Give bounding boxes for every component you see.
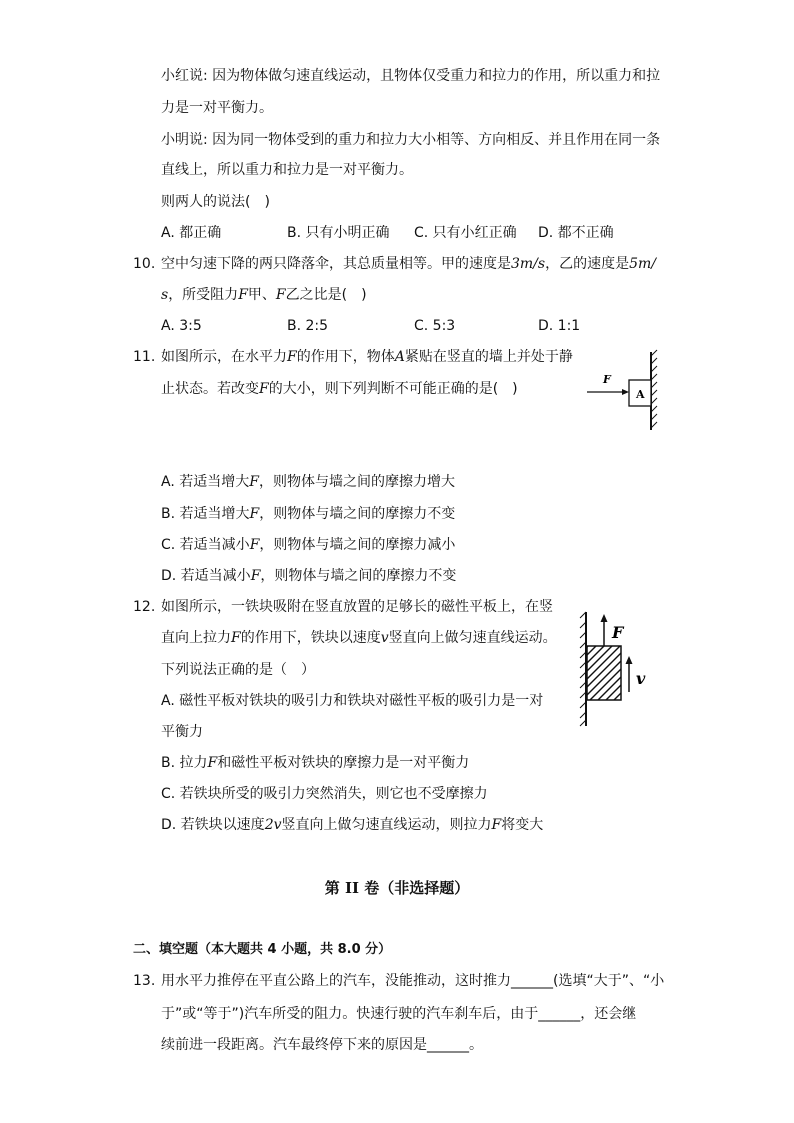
q11-line-1: 如图所示，在水平力F的作用下，物体A紧贴在竖直的墙上并处于静 — [161, 349, 573, 365]
q10-option-c: C. 5:3 — [414, 318, 456, 334]
q11-line-2: 止状态。若改变F的大小，则下列判断不可能正确的是( ) — [161, 381, 518, 397]
q12-option-c: C. 若铁块所受的吸引力突然消失，则它也不受摩擦力 — [161, 786, 488, 802]
q12-option-b: B. 拉力F和磁性平板对铁块的摩擦力是一对平衡力 — [161, 755, 470, 771]
q10-option-d: D. 1:1 — [538, 318, 581, 334]
q12-line-3: 下列说法正确的是（ ） — [161, 662, 315, 678]
q13-line-3: 续前进一段距离。汽车最终停下来的原因是______。 — [161, 1037, 483, 1053]
pull-force-arrow-head — [601, 614, 608, 622]
q10-option-a: A. 3:5 — [161, 318, 202, 334]
q10-line-2: s，所受阻力F甲、F乙之比是( ) — [161, 287, 367, 303]
q13-number: 13. — [133, 973, 156, 989]
q13-line-2: 于”或“等于”)汽车所受的阻力。快速行驶的汽车刹车后，由于______，还会继 — [161, 1006, 637, 1022]
q13-line-1: 用水平力推停在平直公路上的汽车，没能推动，这时推力______(选填“大于”、“小 — [161, 973, 665, 989]
q9-xiaohong-line-1: 小红说: 因为物体做匀速直线运动，且物体仅受重力和拉力的作用，所以重力和拉 — [161, 68, 661, 84]
q9-xiaoming-line-1: 小明说: 因为同一物体受到的重力和拉力大小相等、方向相反、并且作用在同一条 — [161, 132, 661, 148]
q9-xiaoming-line-2: 直线上，所以重力和拉力是一对平衡力。 — [161, 162, 413, 178]
pull-force-label: F — [612, 623, 624, 642]
section-title: 第 II 卷（非选择题） — [324, 879, 470, 897]
q10-number: 10. — [133, 256, 156, 272]
q9-option-a: A. 都正确 — [161, 225, 222, 241]
section-heading: 二、填空题（本大题共 4 小题，共 8.0 分） — [133, 942, 392, 957]
q11-option-b: B. 若适当增大F，则物体与墙之间的摩擦力不变 — [161, 506, 456, 522]
q12-line-1: 如图所示，一铁块吸附在竖直放置的足够长的磁性平板上，在竖 — [161, 599, 553, 615]
q12-line-2: 直向上拉力F的作用下，铁块以速度v竖直向上做匀速直线运动。 — [161, 630, 557, 646]
q12-figure — [578, 608, 658, 730]
force-label: F — [603, 373, 611, 386]
q11-option-a: A. 若适当增大F，则物体与墙之间的摩擦力增大 — [161, 474, 455, 490]
q11-figure — [585, 348, 665, 432]
q9-question: 则两人的说法( ) — [161, 194, 270, 210]
q11-option-c: C. 若适当减小F，则物体与墙之间的摩擦力减小 — [161, 537, 456, 553]
q11-number: 11. — [133, 349, 156, 365]
q12-option-a-line-1: A. 磁性平板对铁块的吸引力和铁块对磁性平板的吸引力是一对 — [161, 693, 544, 709]
q9-option-d: D. 都不正确 — [538, 225, 614, 241]
q10-line-1: 空中匀速下降的两只降落伞，其总质量相等。甲的速度是3m/s，乙的速度是5m/ — [161, 256, 656, 272]
velocity-label: v — [636, 669, 646, 688]
q10-option-b: B. 2:5 — [287, 318, 329, 334]
block-a-label: A — [636, 388, 645, 401]
q11-option-d: D. 若适当减小F，则物体与墙之间的摩擦力不变 — [161, 568, 457, 584]
q9-xiaohong-line-2: 力是一对平衡力。 — [161, 100, 273, 116]
q9-option-b: B. 只有小明正确 — [287, 225, 390, 241]
q12-option-a-line-2: 平衡力 — [161, 724, 203, 740]
velocity-arrow-head — [626, 656, 633, 664]
q9-option-c: C. 只有小红正确 — [414, 225, 517, 241]
q12-number: 12. — [133, 599, 156, 615]
q12-option-d: D. 若铁块以速度2v竖直向上做匀速直线运动，则拉力F将变大 — [161, 817, 544, 833]
force-arrow-head — [622, 389, 629, 395]
